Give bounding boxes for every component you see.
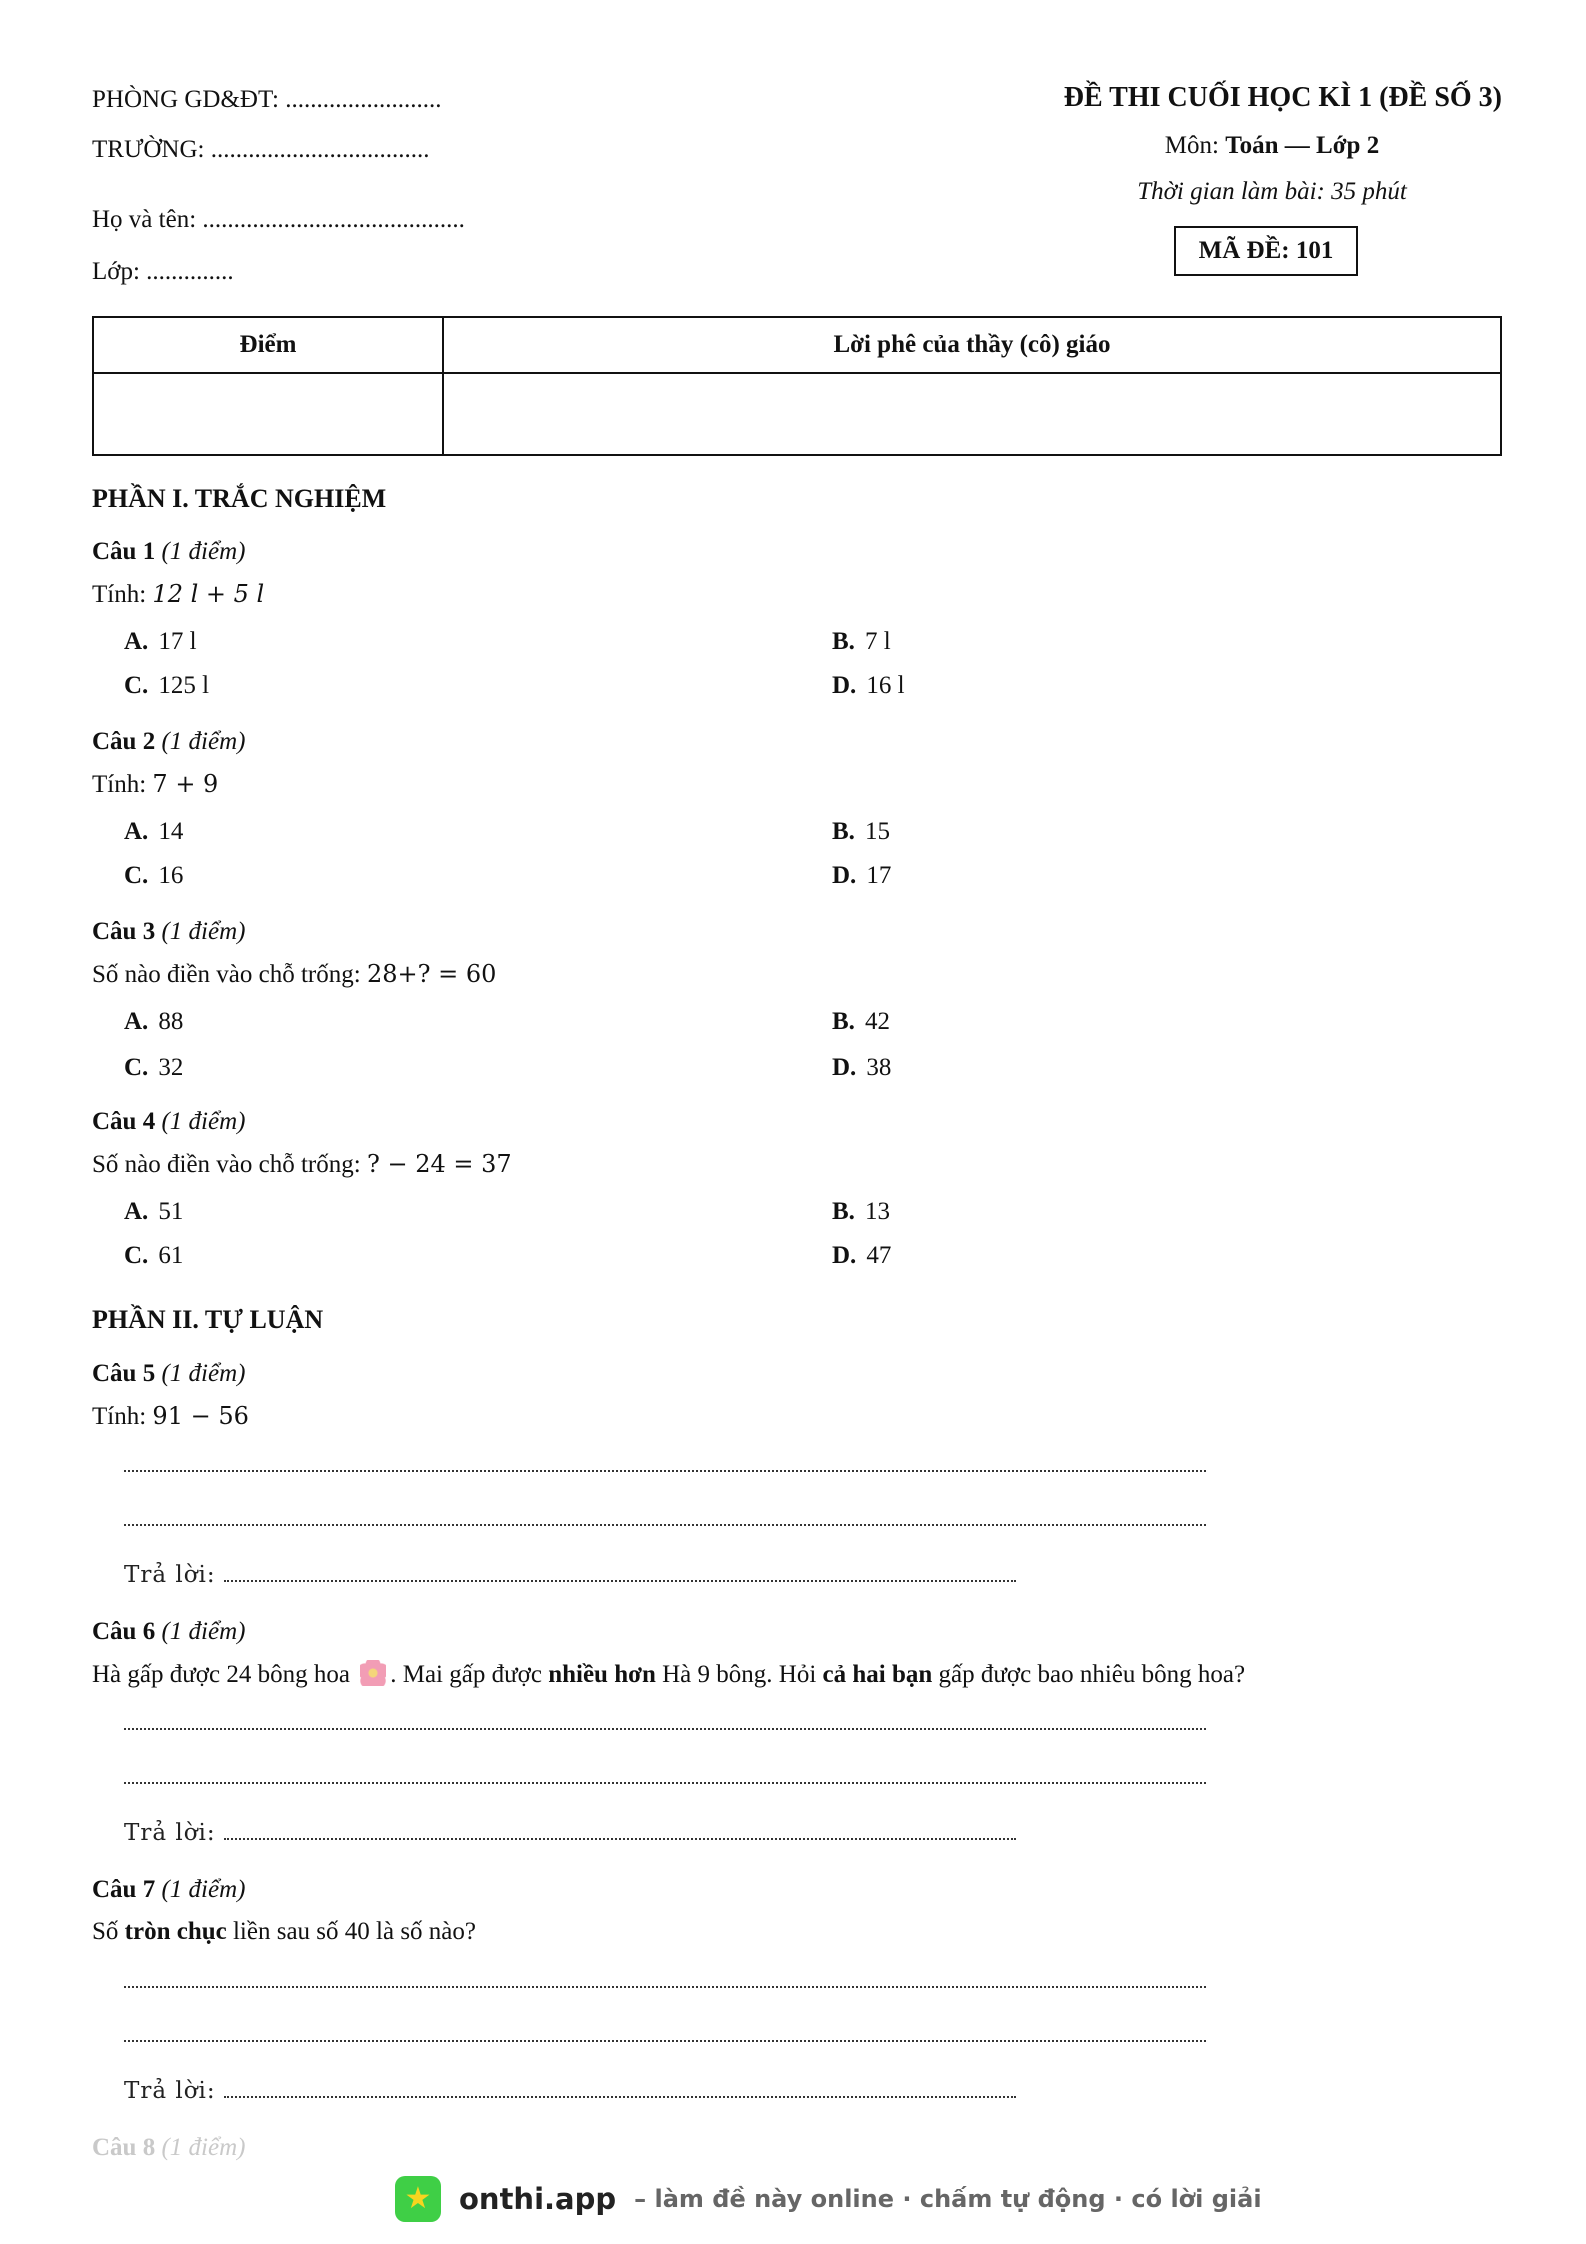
part2-title: PHẦN II. TỰ LUẬN <box>92 1305 324 1334</box>
q5-title: Câu 5 (1 điểm) <box>92 1360 246 1387</box>
q2-option-b[interactable]: B. 15 <box>832 818 890 845</box>
q6-answer-line[interactable]: Trả lời: <box>124 1820 1016 1846</box>
q4-option-b[interactable]: B. 13 <box>832 1198 890 1225</box>
q2-title: Câu 2 (1 điểm) <box>92 728 246 755</box>
q2-option-d[interactable]: D. 17 <box>832 862 892 889</box>
q3-title: Câu 3 (1 điểm) <box>92 918 246 945</box>
comment-cell[interactable] <box>443 373 1501 455</box>
q6-text: Hà gấp được 24 bông hoa . Mai gấp được nhiều hơn Hà 9 bông. Hỏi cả hai bạn gấp được bao nhiêu bông hoa? <box>92 1661 1246 1688</box>
q2-option-c[interactable]: C. 16 <box>124 862 184 889</box>
q7-work-line-1[interactable] <box>124 1984 1206 1988</box>
q3-option-b[interactable]: B. 42 <box>832 1008 890 1035</box>
q4-option-d[interactable]: D. 47 <box>832 1242 892 1269</box>
exam-page <box>92 0 1502 2244</box>
q6-work-line-2[interactable] <box>124 1780 1206 1784</box>
student-name-line: Họ và tên: .......................................... <box>92 206 465 233</box>
q3-text: Số nào điền vào chỗ trống: 28+? = 60 <box>92 960 497 988</box>
promo-footer <box>0 2166 1586 2244</box>
q5-text: Tính: 91 − 56 <box>92 1402 249 1430</box>
score-header: Điểm <box>93 317 443 373</box>
q4-text: Số nào điền vào chỗ trống: ? − 24 = 37 <box>92 1150 512 1178</box>
q5-answer-line[interactable]: Trả lời: <box>124 1562 1016 1588</box>
q3-option-d[interactable]: D. 38 <box>832 1054 892 1081</box>
q4-option-a[interactable]: A. 51 <box>124 1198 184 1225</box>
onthi-logo-icon: ★ <box>395 2176 441 2222</box>
q2-text: Tính: 7 + 9 <box>92 770 219 798</box>
score-table <box>92 316 1502 456</box>
dept-line: PHÒNG GD&ĐT: ......................... <box>92 86 442 113</box>
q7-text: Số tròn chục liền sau số 40 là số nào? <box>92 1918 476 1945</box>
brand-tagline: – làm đề này online · chấm tự động · có lời giải <box>634 2185 1262 2213</box>
q7-work-line-2[interactable] <box>124 2038 1206 2042</box>
score-cell[interactable] <box>93 373 443 455</box>
q7-title: Câu 7 (1 điểm) <box>92 1876 246 1903</box>
class-line: Lớp: .............. <box>92 258 234 285</box>
exam-code: MÃ ĐỀ: 101 <box>1198 237 1334 264</box>
q3-option-a[interactable]: A. 88 <box>124 1008 184 1035</box>
q5-work-line-1[interactable] <box>124 1468 1206 1472</box>
q1-expression: 12 l + 5 l <box>152 580 265 608</box>
q5-work-line-2[interactable] <box>124 1522 1206 1526</box>
q4-title: Câu 4 (1 điểm) <box>92 1108 246 1135</box>
q1-title: Câu 1 (1 điểm) <box>92 538 246 565</box>
q3-expression: 28+? = 60 <box>366 960 497 988</box>
q1-option-b[interactable]: B. 7 l <box>832 628 891 655</box>
school-line: TRƯỜNG: ................................... <box>92 136 430 163</box>
part1-title: PHẦN I. TRẮC NGHIỆM <box>92 484 387 513</box>
q6-work-line-1[interactable] <box>124 1726 1206 1730</box>
subject-name: Toán — Lớp 2 <box>1225 132 1380 159</box>
duration-line: Thời gian làm bài: 35 phút <box>1137 178 1407 205</box>
q1-text: Tính: 12 l + 5 l <box>92 580 265 608</box>
comment-header: Lời phê của thầy (cô) giáo <box>443 317 1501 373</box>
subject-line <box>1152 132 1392 160</box>
q2-option-a[interactable]: A. 14 <box>124 818 184 845</box>
brand-name[interactable]: onthi.app <box>459 2182 617 2216</box>
q4-option-c[interactable]: C. 61 <box>124 1242 184 1269</box>
flower-icon <box>360 1660 386 1686</box>
q3-option-c[interactable]: C. 32 <box>124 1054 184 1081</box>
q1-option-d[interactable]: D. 16 l <box>832 672 905 699</box>
exam-title: ĐỀ THI CUỐI HỌC KÌ 1 (ĐỀ SỐ 3) <box>1063 82 1502 113</box>
subject-prefix: Môn: <box>1164 132 1226 159</box>
q1-option-a[interactable]: A. 17 l <box>124 628 197 655</box>
q5-expression: 91 − 56 <box>152 1402 249 1430</box>
q1-option-c[interactable]: C. 125 l <box>124 672 210 699</box>
q7-answer-line[interactable]: Trả lời: <box>124 2078 1016 2104</box>
exam-code-box <box>1174 226 1358 276</box>
q6-title: Câu 6 (1 điểm) <box>92 1618 246 1645</box>
promo-content[interactable] <box>395 2176 1262 2222</box>
q2-expression: 7 + 9 <box>152 770 219 798</box>
q4-expression: ? − 24 = 37 <box>366 1150 512 1178</box>
q8-title: Câu 8 (1 điểm) <box>92 2134 246 2161</box>
